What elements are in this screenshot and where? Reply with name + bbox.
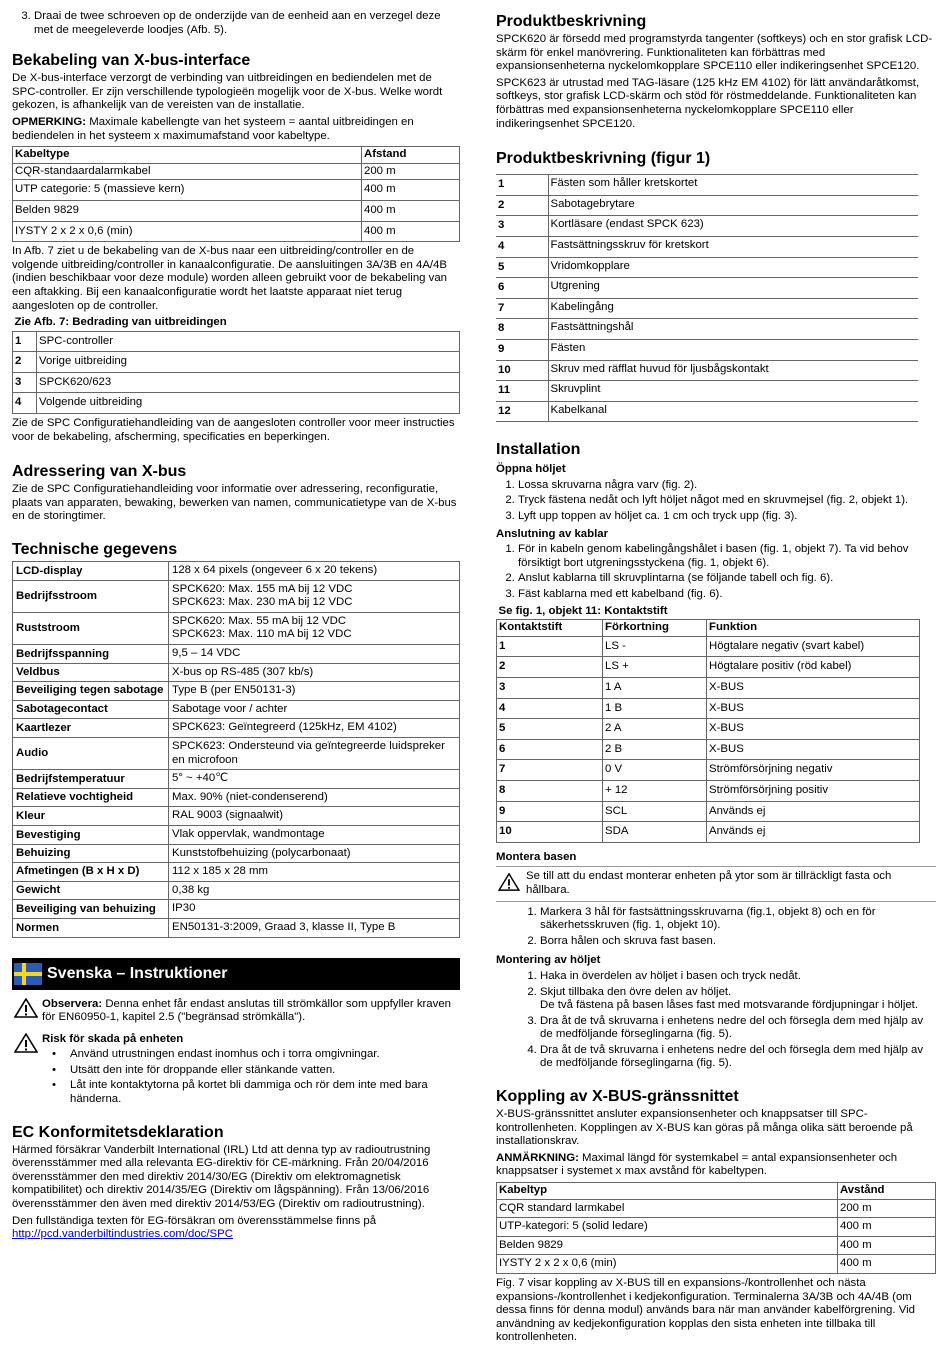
item-description: Fästen som håller kretskortet	[548, 175, 918, 196]
item-number: 6	[496, 278, 548, 299]
table-row	[13, 612, 460, 644]
open-steps	[496, 479, 936, 524]
warning-icon	[14, 998, 38, 1018]
spec-label: LCD-display	[13, 562, 169, 581]
table-row	[496, 257, 918, 278]
table-row	[497, 719, 920, 740]
observera-note: Observera: Denna enhet får endast anslutas till strömkällor som uppfyller kraven för EN60950-1, kapitel 2.5 ("begränsad strömkälla").	[12, 998, 460, 1025]
contact-function: X-BUS	[707, 739, 920, 760]
spec-label: Afmetingen (B x H x D)	[13, 863, 169, 882]
left-column	[12, 10, 460, 1242]
table-row	[13, 770, 460, 789]
spec-label: Bevestiging	[13, 825, 169, 844]
spec-label: Sabotagecontact	[13, 700, 169, 719]
cable-steps	[496, 543, 936, 601]
mount-steps	[496, 906, 936, 949]
table-row	[13, 807, 460, 826]
table-row: CQR standard larmkabel 200 m	[497, 1199, 936, 1218]
cable-header-type-sv: Kabeltyp	[497, 1183, 838, 1200]
spec-label: Beveiliging van behuizing	[13, 900, 169, 919]
spec-value: Kunststofbehuizing (polycarbonaat)	[169, 844, 460, 863]
table-row	[496, 401, 918, 422]
table-row	[13, 682, 460, 701]
item-description: Kortläsare (endast SPCK 623)	[548, 216, 918, 237]
item-number: 2	[496, 195, 548, 216]
spec-value: SPCK623: Ondersteund via geïntegreerde luidspreker en microfoon	[169, 737, 460, 769]
mount-heading: Montera basen	[496, 850, 577, 863]
xbus-heading-sv: Koppling av X-BUS-gränssnittet	[496, 1088, 739, 1106]
item-number: 9	[496, 339, 548, 360]
table-row	[496, 319, 918, 340]
spec-value: 9,5 – 14 VDC	[169, 645, 460, 664]
spec-value: 112 x 185 x 28 mm	[169, 863, 460, 882]
table-row	[497, 760, 920, 781]
list-item: 1. För in kabeln genom kabelingångshålet i basen (fig. 1, objekt 7). Ta vid behov försiktigt bort utgreningsstyckena (fig. 1, objekt 6).	[518, 543, 936, 570]
spec-value: EN50131-3:2009, Graad 3, klasse II, Type B	[169, 918, 460, 937]
list-item: 1. Lossa skruvarna några varv (fig. 2).	[518, 479, 936, 493]
cable-header-distance-sv: Avstånd	[838, 1183, 936, 1200]
table-row: IYSTY 2 x 2 x 0,6 (min) 400 m	[13, 221, 460, 242]
contact-function: Strömförsörjning negativ	[707, 760, 920, 781]
table-row	[497, 657, 920, 678]
list-item: 2. Tryck fästena nedåt och lyft höljet något med en skruvmejsel (fig. 2, objekt 1).	[518, 494, 936, 508]
tech-heading: Technische gegevens	[12, 541, 178, 559]
item-description: Kabelkanal	[548, 401, 918, 422]
svenska-banner	[12, 958, 460, 990]
table-row	[13, 825, 460, 844]
table-row	[497, 739, 920, 760]
spec-label: Gewicht	[13, 881, 169, 900]
contact-header-pin: Kontaktstift	[497, 620, 603, 637]
spec-value: Vlak oppervlak, wandmontage	[169, 825, 460, 844]
list-item: 3. Lyft upp toppen av höljet ca. 1 cm och tryck upp (fig. 3).	[518, 510, 936, 524]
contact-abbr: 1 B	[603, 698, 707, 719]
fig1-table	[496, 174, 918, 422]
item-description: Utgrening	[548, 278, 918, 299]
contact-pin: 3	[497, 678, 603, 699]
afb7-text: In Afb. 7 ziet u de bekabeling van de X-bus naar een uitbreiding/controller en de volgende uitbreiding/controller in kanaalconfiguratie. De aansluitingen 3A/3B en 4A/4B (indien beschikbaar voor deze module) worden alleen gebruikt voor de bekabeling van een aftakking. Bij een kanaalconfiguratie wordt het laatste apparaat niet terug aangesloten op de controller.	[12, 245, 448, 312]
table-row	[497, 801, 920, 822]
tech-table	[12, 561, 460, 937]
ec-full-text: Den fullständiga texten för EG-försäkran om överensstämmelse finns på http://pcd.vanderbiltindustries.com/doc/SPC	[12, 1214, 377, 1241]
list-item: • Använd utrustningen endast inomhus och i torra omgivningar.	[70, 1048, 460, 1062]
ec-heading: EC Konformitetsdeklaration	[12, 1123, 224, 1141]
spec-label: Behuizing	[13, 844, 169, 863]
spec-label: Bedrijfsstroom	[13, 580, 169, 612]
cover-heading: Montering av höljet	[496, 954, 601, 967]
fig7-text: Fig. 7 visar koppling av X-BUS till en expansions-/kontrollenhet och nästa expansions-/kontrollenhet i kedjekonfiguration. Terminalerna 3A/3B och 4A/4B (om dessa finns för denna modul) används bara när man använder kabelförgrening. Vid användning av kedjekonfiguration kopplas den sista enheten inte tillbaka till kontrollenheten.	[496, 1277, 915, 1344]
wiring-table	[12, 316, 460, 414]
contact-abbr: LS -	[603, 636, 707, 657]
item-number: 12	[496, 401, 548, 422]
table-row	[496, 236, 918, 257]
cable-header-distance: Afstand	[362, 147, 460, 164]
spec-value: 0,38 kg	[169, 881, 460, 900]
contact-abbr: 0 V	[603, 760, 707, 781]
table-row	[497, 678, 920, 699]
list-item: • Låt inte kontaktytorna på kortet bli dammiga och rör dem inte med bara händerna.	[70, 1079, 460, 1106]
spec-value: X-bus op RS-485 (307 kb/s)	[169, 663, 460, 682]
prod-heading: Produktbeskrivning	[496, 13, 647, 30]
table-row	[496, 360, 918, 381]
table-row: 3 SPCK620/623	[13, 372, 460, 393]
spec-label: Kaartlezer	[13, 719, 169, 738]
spec-label: Ruststroom	[13, 612, 169, 644]
table-row: CQR-standaardalarmkabel 200 m	[13, 163, 460, 180]
contact-abbr: 1 A	[603, 678, 707, 699]
table-row	[13, 788, 460, 807]
contact-pin: 1	[497, 636, 603, 657]
cable-table-sv	[496, 1182, 936, 1274]
table-row: Belden 9829 400 m	[497, 1236, 936, 1255]
cable-table-nl	[12, 146, 460, 242]
spec-label: Audio	[13, 737, 169, 769]
table-row	[13, 881, 460, 900]
table-row	[497, 698, 920, 719]
item-description: Fastsättningshål	[548, 319, 918, 340]
xbus-intro-nl: De X-bus-interface verzorgt de verbinding van uitbreidingen en bediendelen met de SPC-controller. Er zijn verschillende typologieën mogelijk voor de X-bus. Welke wordt gekozen, is afhankelijk van de vereisten van de installatie.	[12, 72, 443, 112]
table-row	[496, 175, 918, 196]
table-row: 2 Vorige uitbreiding	[13, 352, 460, 373]
item-description: Fastsättningsskruv för kretskort	[548, 236, 918, 257]
cover-steps	[496, 970, 936, 1071]
cable-header-type: Kabeltype	[13, 147, 362, 164]
fig1-heading: Produktbeskrivning (figur 1)	[496, 150, 711, 168]
contact-pin: 8	[497, 780, 603, 801]
list-item: 1. Haka in överdelen av höljet i basen och tryck nedåt.	[540, 970, 936, 984]
contact-abbr: LS +	[603, 657, 707, 678]
contact-abbr: 2 B	[603, 739, 707, 760]
contact-header-function: Funktion	[707, 620, 920, 637]
spec-label: Normen	[13, 918, 169, 937]
contact-abbr: 2 A	[603, 719, 707, 740]
list-item: 1. Markera 3 hål för fastsättningsskruvarna (fig.1, objekt 8) och en för säkerhetsskruven (fig. 1, objekt 10).	[540, 906, 936, 933]
cable-heading: Anslutning av kablar	[496, 527, 609, 540]
addr-text: Zie de SPC Configuratiehandleiding voor informatie over adressering, reconfiguratie, plaats van apparaten, bewaking, bewerken van namen, communicatietype van de X-bus en de storingtimer.	[12, 483, 457, 523]
config-text: Zie de SPC Configuratiehandleiding van de aangesloten controller voor meer instructies voor de bekabeling, afscherming, specificaties en beperkingen.	[12, 417, 455, 443]
install-heading: Installation	[496, 441, 581, 459]
table-row	[13, 580, 460, 612]
list-item: 2. Borra hålen och skruva fast basen.	[540, 935, 936, 949]
risk-list	[70, 1048, 460, 1106]
spec-label: Beveiliging tegen sabotage	[13, 682, 169, 701]
item-number: 10	[496, 360, 548, 381]
contact-abbr: + 12	[603, 780, 707, 801]
contact-function: Högtalare negativ (svart kabel)	[707, 636, 920, 657]
contact-abbr: SCL	[603, 801, 707, 822]
item-number: 7	[496, 298, 548, 319]
install-step-3: 3. Draai de twee schroeven op de onderzijde van de eenheid aan en verzegel deze met de meegeleverde loodjes (Afb. 5).	[34, 10, 460, 37]
spec-value: SPCK620: Max. 55 mA bij 12 VDC SPCK623: Max. 110 mA bij 12 VDC	[169, 612, 460, 644]
anm-note: ANMÄRKNING: Maximal längd för systemkabel = antal expansionsenheter och knappsatser i systemet x max avstånd för kabeltypen.	[496, 1151, 898, 1178]
table-row	[13, 663, 460, 682]
table-row	[497, 822, 920, 843]
swedish-flag-icon	[14, 963, 42, 985]
table-row	[496, 298, 918, 319]
table-row	[496, 278, 918, 299]
table-row	[496, 195, 918, 216]
ec-link[interactable]: http://pcd.vanderbiltindustries.com/doc/SPC	[12, 1228, 233, 1241]
right-column	[496, 10, 936, 1348]
spec-value: SPCK623: Geïntegreerd (125kHz, EM 4102)	[169, 719, 460, 738]
list-item: 2. Anslut kablarna till skruvplintarna (se följande tabell och fig. 6).	[518, 572, 936, 586]
warning-icon	[498, 873, 520, 891]
table-row	[496, 381, 918, 402]
table-row	[496, 339, 918, 360]
list-item: 3. Fäst kablarna med ett kabelband (fig. 6).	[518, 588, 936, 602]
svenska-heading: Svenska – Instruktioner	[47, 964, 228, 982]
ec-text: Härmed försäkrar Vanderbilt International (IRL) Ltd att denna typ av radioutrustning överensstämmer med alla relevanta EG-direktiv för CE-märkning. Från 20/04/2016 överensstämmer den med direktiv 2014/30/EG (Direktiv om elektromagnetisk kompatibilitet) och direktiv 2014/35/EG (Direktiv om lågspänning). Från 13/06/2016 överensstämmer den även med direktiv 2014/53/EG (Direktiv om radioutrustning).	[12, 1143, 431, 1211]
item-description: Vridomkopplare	[548, 257, 918, 278]
table-row	[13, 719, 460, 738]
table-row: IYSTY 2 x 2 x 0,6 (min) 400 m	[497, 1255, 936, 1274]
opmerking-note: OPMERKING: Maximale kabellengte van het systeem = aantal uitbreidingen en bediendelen in het systeem x maximumafstand voor kabeltype.	[12, 115, 414, 142]
contact-pin: 5	[497, 719, 603, 740]
item-description: Sabotagebrytare	[548, 195, 918, 216]
spec-value: Max. 90% (niet-condenserend)	[169, 788, 460, 807]
contact-caption: Se fig. 1, objekt 11: Kontaktstift	[497, 605, 920, 620]
table-row	[13, 645, 460, 664]
list-item: 4. Dra åt de två skruvarna i enhetens nedre del och försegla dem med hjälp av de medföljande förseglingarna (fig. 5).	[540, 1044, 936, 1071]
mount-warning: Se till att du endast monterar enheten på ytor som är tillräckligt fasta och hållbara.	[496, 866, 936, 901]
spec-value: IP30	[169, 900, 460, 919]
contact-function: X-BUS	[707, 678, 920, 699]
open-heading: Öppna höljet	[496, 463, 566, 476]
warning-icon	[14, 1033, 38, 1053]
item-number: 3	[496, 216, 548, 237]
item-description: Kabelingång	[548, 298, 918, 319]
contact-function: Används ej	[707, 822, 920, 843]
contact-function: Strömförsörjning positiv	[707, 780, 920, 801]
contact-function: Högtalare positiv (röd kabel)	[707, 657, 920, 678]
list-item: 2. Skjut tillbaka den övre delen av höljet. De två fästena på basen låses fast med motsvarande fördjupningar i höljet.	[540, 986, 936, 1013]
table-row	[496, 216, 918, 237]
prod-p1: SPCK620 är försedd med programstyrda tangenter (softkeys) och en stor grafisk LCD-skärm för enkel manövrering. Funktionaliteten kan förbättras med expansionsenheterna nyckelomkopplare SPCE110 eller indikeringsenhet SPCE120.	[496, 33, 933, 73]
table-row	[13, 918, 460, 937]
item-description: Skruv med räfflat huvud för ljusbågskontakt	[548, 360, 918, 381]
table-row: UTP-kategori: 5 (solid ledare) 400 m	[497, 1218, 936, 1237]
spec-label: Kleur	[13, 807, 169, 826]
wiring-caption: Zie Afb. 7: Bedrading van uitbreidingen	[13, 316, 460, 331]
item-number: 11	[496, 381, 548, 402]
spec-value: SPCK620: Max. 155 mA bij 12 VDC SPCK623: Max. 230 mA bij 12 VDC	[169, 580, 460, 612]
list-item: • Utsätt den inte för droppande eller stänkande vatten.	[70, 1064, 460, 1078]
table-row	[13, 863, 460, 882]
contact-function: X-BUS	[707, 698, 920, 719]
contact-pin: 9	[497, 801, 603, 822]
spec-value: Type B (per EN50131-3)	[169, 682, 460, 701]
spec-label: Bedrijfsspanning	[13, 645, 169, 664]
contact-pin: 10	[497, 822, 603, 843]
spec-label: Veldbus	[13, 663, 169, 682]
risk-note: Risk för skada på enheten	[12, 1033, 460, 1047]
spec-value: 128 x 64 pixels (ongeveer 6 x 20 tekens)	[169, 562, 460, 581]
table-row	[13, 737, 460, 769]
contact-abbr: SDA	[603, 822, 707, 843]
table-row: 1 SPC-controller	[13, 331, 460, 352]
item-description: Fästen	[548, 339, 918, 360]
contact-table	[496, 605, 920, 843]
contact-pin: 6	[497, 739, 603, 760]
xbus-heading-nl: Bekabeling van X-bus-interface	[12, 52, 251, 70]
prod-p2: SPCK623 är utrustad med TAG-läsare (125 kHz EM 4102) för lätt användaråtkomst, softkeys, stor grafisk LCD-skärm och stöd för röstmeddelande. Funktionaliteten kan förbättras med expansionsenheterna nyckelomkopplare SPCE110 eller indikeringsenhet SPCE120.	[496, 76, 920, 130]
table-row: Belden 9829 400 m	[13, 200, 460, 221]
spec-value: 5° ~ +40℃	[169, 770, 460, 789]
spec-value: RAL 9003 (signaalwit)	[169, 807, 460, 826]
xbus-text-sv: X-BUS-gränssnittet ansluter expansionsenheter och knappsatser till SPC-kontrollenheten. Kopplingen av X-BUS kan göras på många olika sätt beroende på installationskrav.	[496, 1108, 913, 1148]
item-description: Skruvplint	[548, 381, 918, 402]
table-row	[13, 844, 460, 863]
contact-pin: 7	[497, 760, 603, 781]
table-row	[497, 636, 920, 657]
table-row: UTP categorie: 5 (massieve kern) 400 m	[13, 180, 460, 201]
item-number: 8	[496, 319, 548, 340]
item-number: 5	[496, 257, 548, 278]
table-row	[13, 900, 460, 919]
table-row	[13, 562, 460, 581]
contact-pin: 2	[497, 657, 603, 678]
spec-value: Sabotage voor / achter	[169, 700, 460, 719]
spec-label: Bedrijfstemperatuur	[13, 770, 169, 789]
contact-function: X-BUS	[707, 719, 920, 740]
contact-pin: 4	[497, 698, 603, 719]
addr-heading: Adressering van X-bus	[12, 463, 187, 481]
list-item: 3. Dra åt de två skruvarna i enhetens nedre del och försegla dem med hjälp av de medföljande förseglingarna (fig. 5).	[540, 1015, 936, 1042]
table-row: 4 Volgende uitbreiding	[13, 393, 460, 414]
item-number: 4	[496, 236, 548, 257]
table-row	[13, 700, 460, 719]
contact-header-abbr: Förkortning	[603, 620, 707, 637]
spec-label: Relatieve vochtigheid	[13, 788, 169, 807]
table-row	[497, 780, 920, 801]
contact-function: Används ej	[707, 801, 920, 822]
item-number: 1	[496, 175, 548, 196]
